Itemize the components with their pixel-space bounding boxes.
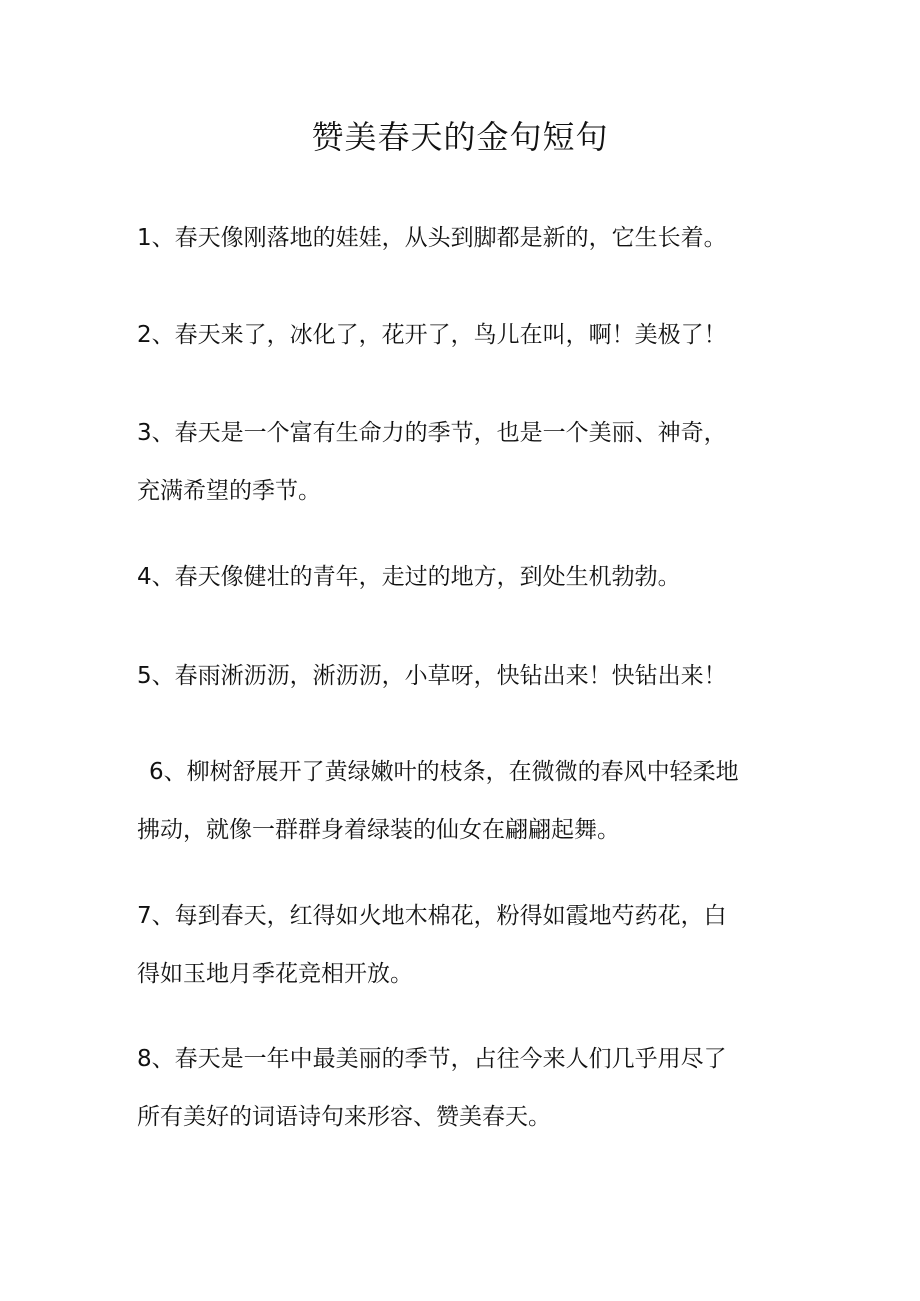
paragraph-line: 6、柳树舒展开了黄绿嫩叶的枝条，在微微的春风中轻柔地 <box>149 759 739 785</box>
paragraph-3 <box>137 404 777 520</box>
document-title: 赞美春天的金句短句 <box>311 118 609 156</box>
paragraph-4 <box>137 548 777 606</box>
paragraph-line: 5、春雨淅沥沥，淅沥沥，小草呀，快钻出来！快钻出来！ <box>137 663 727 689</box>
paragraph-7 <box>137 887 777 1003</box>
paragraph-line: 8、春天是一年中最美丽的季节，占往今来人们几乎用尽了 <box>137 1046 727 1072</box>
paragraph-6 <box>137 743 777 859</box>
paragraph-line: 2、春天来了，冰化了，花开了，鸟儿在叫，啊！美极了！ <box>137 322 727 348</box>
paragraph-line: 4、春天像健壮的青年，走过的地方，到处生机勃勃。 <box>137 564 681 590</box>
paragraph-2 <box>137 306 777 364</box>
paragraph-line: 得如玉地月季花竞相开放。 <box>137 961 413 987</box>
paragraph-line: 所有美好的词语诗句来形容、赞美春天。 <box>137 1104 551 1130</box>
paragraph-line: 充满希望的季节。 <box>137 478 321 504</box>
paragraph-8 <box>137 1030 777 1146</box>
paragraph-1 <box>137 209 777 267</box>
paragraph-line: 拂动，就像一群群身着绿装的仙女在翩翩起舞。 <box>137 817 620 843</box>
paragraph-line: 1、春天像刚落地的娃娃，从头到脚都是新的，它生长着。 <box>137 225 727 251</box>
paragraph-line: 7、每到春天，红得如火地木棉花，粉得如霞地芍药花，白 <box>137 903 727 929</box>
paragraph-5 <box>137 647 777 705</box>
paragraph-line: 3、春天是一个富有生命力的季节，也是一个美丽、神奇， <box>137 420 727 446</box>
